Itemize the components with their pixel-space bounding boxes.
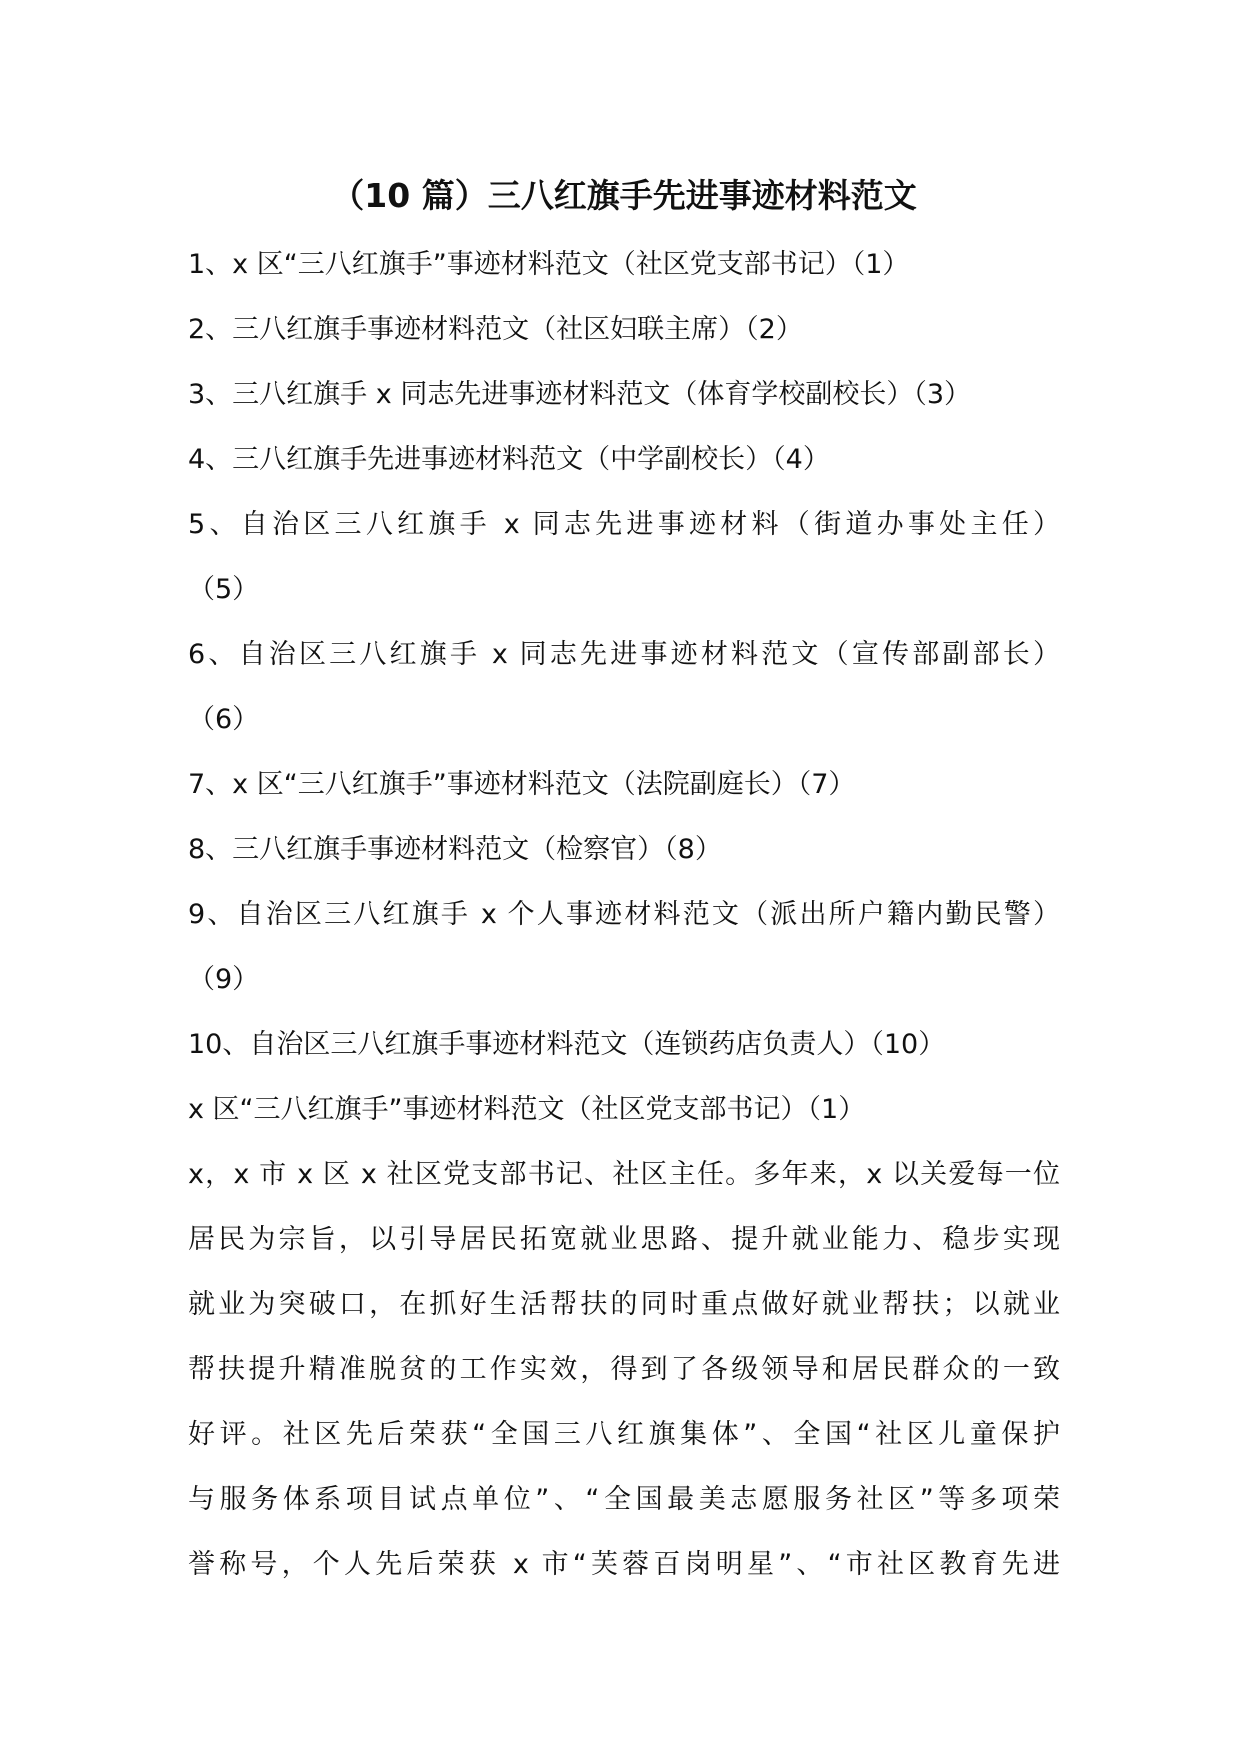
toc-item-6-page: （6） xyxy=(188,704,260,735)
toc-item-8: 8、三八红旗手事迹材料范文（检察官）（8） xyxy=(188,834,722,865)
paragraph-line: 誉称号，个人先后荣获 x 市“芙蓉百岗明星”、“市社区教育先进 xyxy=(188,1549,1060,1580)
toc-item-6: 6、自治区三八红旗手 x 同志先进事迹材料范文（宣传部副部长） xyxy=(188,639,1060,670)
document-title: （10 篇）三八红旗手先进事迹材料范文 xyxy=(331,176,917,215)
table-of-contents xyxy=(188,232,1060,1077)
paragraph-line: 帮扶提升精准脱贫的工作实效，得到了各级领导和居民群众的一致 xyxy=(188,1354,1060,1385)
document-content xyxy=(188,170,1060,1597)
paragraph-line: 居民为宗旨，以引导居民拓宽就业思路、提升就业能力、稳步实现 xyxy=(188,1224,1060,1255)
toc-item-4: 4、三八红旗手先进事迹材料范文（中学副校长）（4） xyxy=(188,444,830,475)
body-paragraph xyxy=(188,1142,1060,1597)
paragraph-line: x，x 市 x 区 x 社区党支部书记、社区主任。多年来，x 以关爱每一位 xyxy=(188,1159,1060,1190)
toc-item-3: 3、三八红旗手 x 同志先进事迹材料范文（体育学校副校长）（3） xyxy=(188,379,971,410)
paragraph-line: 与服务体系项目试点单位”、“全国最美志愿服务社区”等多项荣 xyxy=(188,1484,1060,1515)
section-title: x 区“三八红旗手”事迹材料范文（社区党支部书记）（1） xyxy=(188,1094,866,1125)
paragraph-line: 就业为突破口，在抓好生活帮扶的同时重点做好就业帮扶；以就业 xyxy=(188,1289,1060,1320)
toc-item-10: 10、自治区三八红旗手事迹材料范文（连锁药店负责人）（10） xyxy=(188,1029,946,1060)
toc-item-1: 1、x 区“三八红旗手”事迹材料范文（社区党支部书记）（1） xyxy=(188,249,910,280)
toc-item-9-page: （9） xyxy=(188,964,260,995)
toc-item-5: 5、自治区三八红旗手 x 同志先进事迹材料（街道办事处主任） xyxy=(188,509,1060,540)
toc-item-7: 7、x 区“三八红旗手”事迹材料范文（法院副庭长）（7） xyxy=(188,769,856,800)
toc-item-2: 2、三八红旗手事迹材料范文（社区妇联主席）（2） xyxy=(188,314,803,345)
toc-item-5-page: （5） xyxy=(188,574,260,605)
toc-item-9: 9、自治区三八红旗手 x 个人事迹材料范文（派出所户籍内勤民警） xyxy=(188,899,1060,930)
paragraph-line: 好评。社区先后荣获“全国三八红旗集体”、全国“社区儿童保护 xyxy=(188,1419,1060,1450)
